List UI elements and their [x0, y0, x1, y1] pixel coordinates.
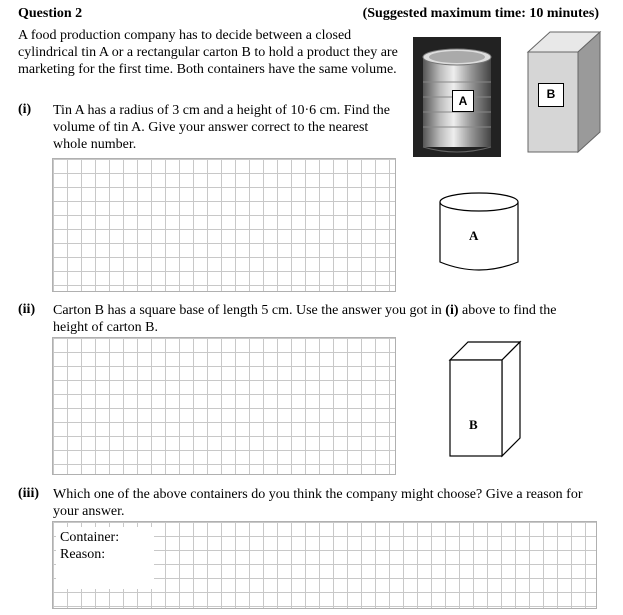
answer-grid-i[interactable]	[52, 158, 396, 292]
part-ii-text	[53, 302, 593, 336]
part-i-text: Tin A has a radius of 3 cm and a height of 10·6 cm. Find the volume of tin A. Give your answer correct to the nearest whole number.	[53, 103, 390, 152]
answer-grid-ii[interactable]	[52, 337, 396, 475]
question-title: Question 2	[18, 6, 83, 21]
part-ii-text-b: above to find the height of carton B.	[53, 303, 557, 335]
part-iii-label: (iii)	[18, 486, 39, 501]
part-i-label: (i)	[18, 102, 32, 117]
container-prompt: Container:	[60, 530, 120, 545]
cylinder-diagram	[436, 190, 522, 274]
part-iii-text: Which one of the above containers do you think the company might choose? Give a reason for your answer.	[53, 487, 583, 519]
carton-diagram	[448, 340, 524, 460]
carton-label: B	[469, 417, 478, 432]
cylinder-label: A	[469, 228, 479, 243]
answer-text-box[interactable]	[56, 527, 154, 589]
suggested-time: (Suggested maximum time: 10 minutes)	[362, 6, 599, 21]
part-ii-label: (ii)	[18, 302, 36, 317]
part-ii-ref: (i)	[445, 303, 459, 318]
tin-photo-label: A	[452, 90, 474, 112]
carton-photo-label: B	[538, 83, 564, 107]
part-ii-text-a: Carton B has a square base of length 5 cm. Use the answer you got in	[53, 303, 446, 318]
question-intro: A food production company has to decide between a closed cylindrical tin A or a rectangular carton B to hold a product they are marketing for the first time. Both containers have the same volume.	[18, 28, 398, 77]
reason-prompt: Reason:	[60, 547, 106, 562]
